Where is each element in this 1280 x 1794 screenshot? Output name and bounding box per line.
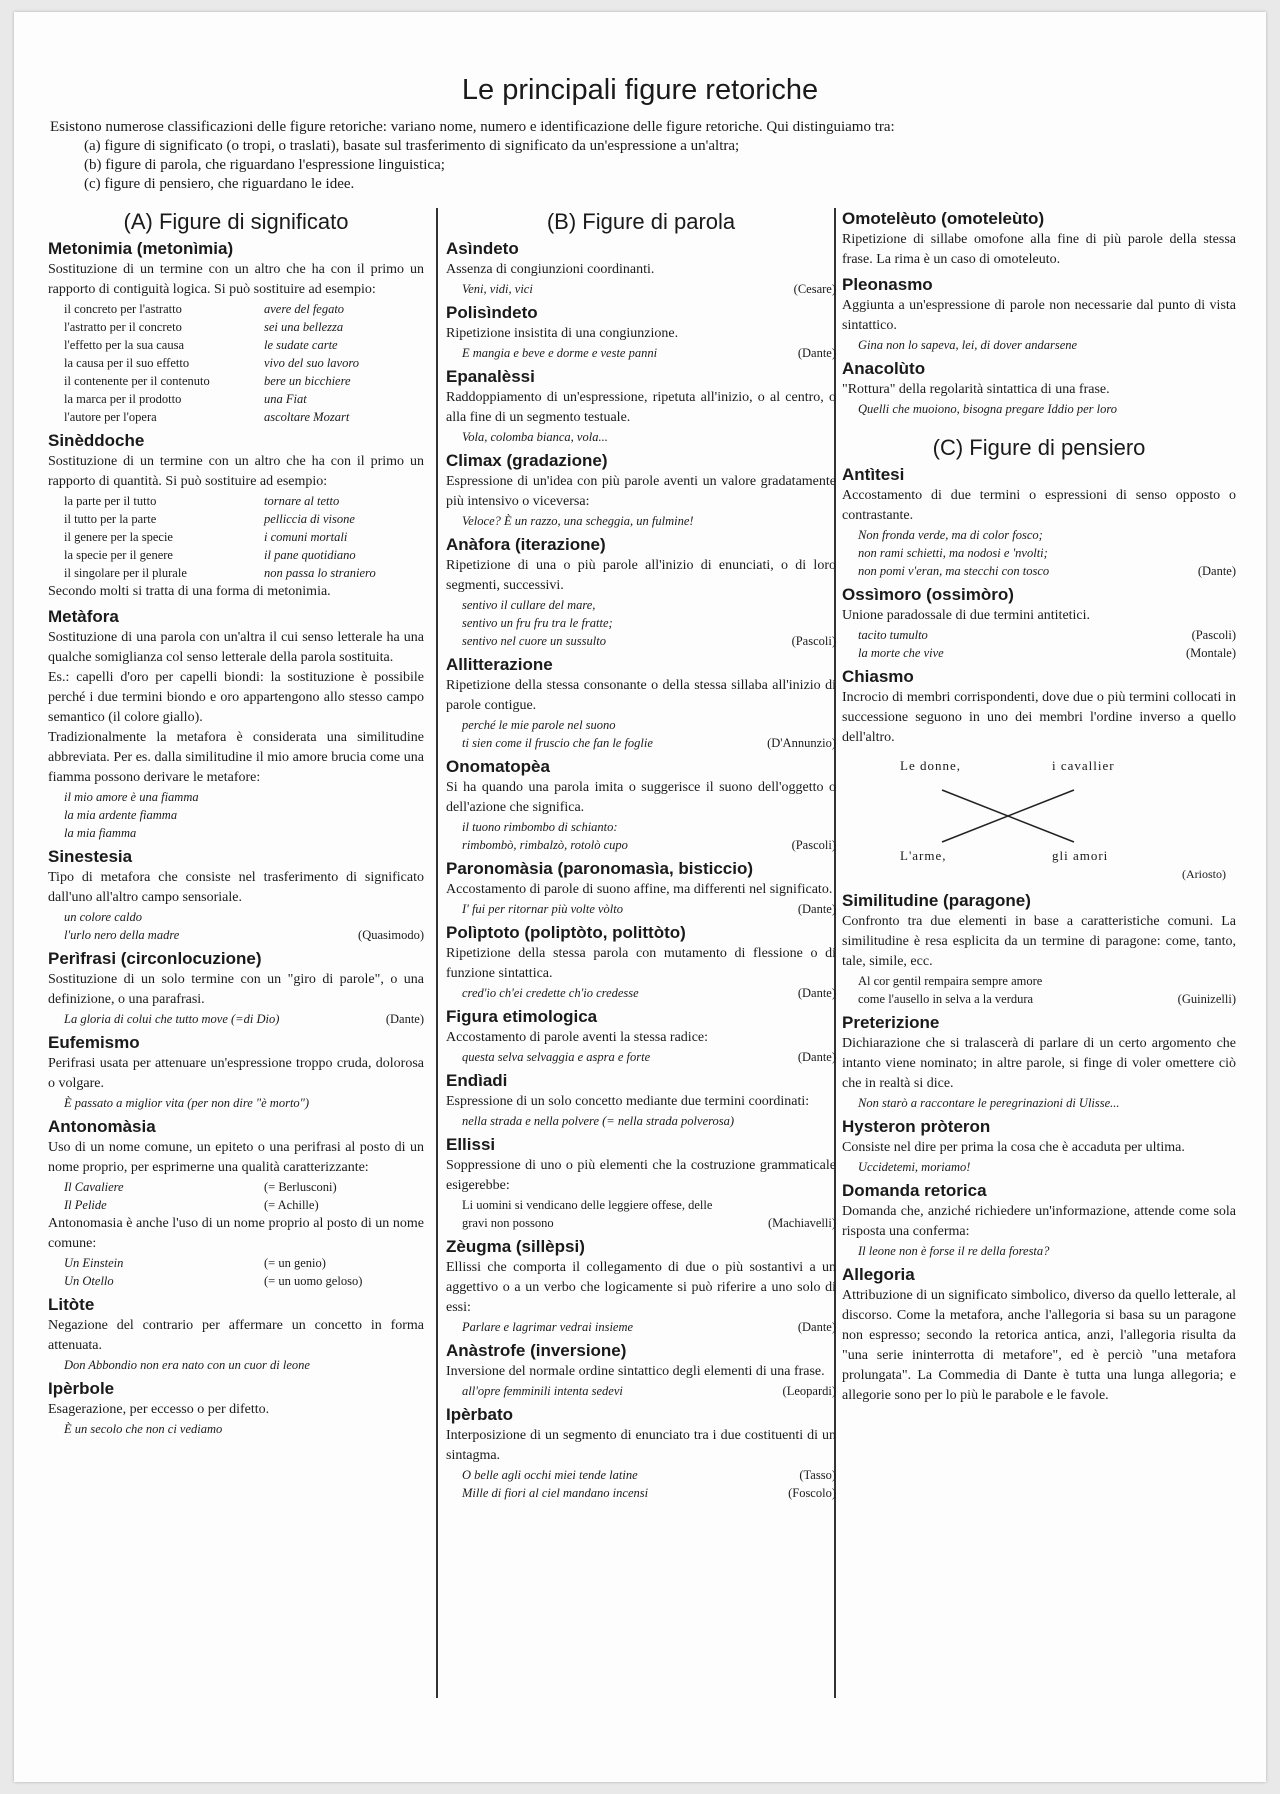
figure-example: E mangia e beve e dorme e veste panni (Dante): [462, 346, 836, 360]
figure-title: Ossìmoro (ossimòro): [842, 585, 1014, 604]
figure-example: Al cor gentil rempaira sempre amore: [858, 974, 1043, 988]
example-pair: Un Einstein (= un genio): [64, 1256, 326, 1270]
figure-example: il tuono rimbombo di schianto:: [462, 820, 618, 834]
figure-example: sentivo nel cuore un sussulto (Pascoli): [462, 634, 836, 648]
figure-example: cred'io ch'ei credette ch'io credesse (Dante): [462, 986, 836, 1000]
example-pair: la specie per il genere il pane quotidiano: [64, 548, 356, 562]
figure-example: gravi non possono (Machiavelli): [462, 1216, 836, 1230]
figure-title: Epanalèssi: [446, 367, 535, 386]
figure-title: Antonomàsia: [48, 1117, 156, 1136]
example-pair: il concreto per l'astratto avere del fegato: [64, 302, 345, 316]
figure-title: Perìfrasi (circonlocuzione): [48, 949, 262, 968]
intro: [50, 118, 1226, 194]
example-pair: la marca per il prodotto una Fiat: [64, 392, 307, 406]
figure-definition: Negazione del contrario per affermare un concetto in forma attenuata.: [48, 1318, 424, 1353]
column-pensiero: [842, 204, 1236, 1406]
example-pairs: [64, 300, 424, 426]
figure-title: Paronomàsia (paronomasìa, bisticcio): [446, 859, 754, 878]
column-parola: [446, 209, 836, 1502]
figure-definition: Consiste nel dire per prima la cosa che è accaduta per ultima.: [842, 1140, 1185, 1155]
figure-definition: Tipo di metafora che consiste nel trasferimento di significato dall'uno all'altro campo sensoriale.: [48, 870, 424, 905]
example-pairs: [64, 1254, 424, 1290]
figure-definition: Raddoppiamento di un'espressione, ripetuta all'inizio, o al centro, o alla fine di un segmento testuale.: [446, 390, 836, 425]
figure-definition: Accostamento di parole aventi la stessa radice:: [446, 1030, 709, 1045]
example-source: (Pascoli): [1191, 628, 1236, 642]
figure-title: Anacolùto: [842, 359, 926, 378]
example-source: (Dante): [797, 986, 836, 1000]
example-pairs: [64, 492, 424, 582]
example-source: (Quasimodo): [358, 928, 424, 942]
example-source: (Cesare): [793, 282, 836, 296]
figure-example: O belle agli occhi miei tende latine (Tasso): [462, 1468, 836, 1482]
figure-title: Allitterazione: [446, 655, 553, 674]
example-source: (Montale): [1186, 646, 1236, 660]
figure-example: Mille di fiori al ciel mandano incensi (Foscolo): [462, 1486, 836, 1500]
example-source: (Leopardi): [782, 1384, 836, 1398]
example-source: (D'Annunzio): [767, 736, 836, 750]
page-title: Le principali figure retoriche: [461, 74, 819, 106]
example-source: (Tasso): [799, 1468, 836, 1482]
figure-example: Li uomini si vendicano delle leggiere offese, delle: [462, 1198, 713, 1212]
figure-example: all'opre femminili intenta sedevi (Leopardi): [462, 1384, 836, 1398]
figure-example: l'urlo nero della madre (Quasimodo): [64, 928, 424, 942]
figure-definition: Ripetizione della stessa consonante o della stessa sillaba all'inizio di parole contigue.: [446, 678, 836, 713]
figure-example: I' fui per ritornar più volte vòlto (Dante): [462, 902, 836, 916]
section-heading: (A) Figure di significato: [123, 209, 349, 234]
figure-example: Veni, vidi, vici (Cesare): [462, 282, 836, 296]
figure-definition: Sostituzione di un termine con un altro che ha con il primo un rapporto di contiguità logica. Si può sostituire ad esempio:: [48, 262, 424, 297]
figure-example: Non starò a raccontare le peregrinazioni di Ulisse...: [858, 1096, 1120, 1110]
column-divider: [436, 208, 438, 1698]
intro-item: (a) figure di significato (o tropi, o traslati), basate sul trasferimento di significato da un'espressione a un'altra;: [84, 138, 740, 154]
example-pair: la causa per il suo effetto vivo del suo lavoro: [64, 356, 360, 370]
figure-definition: Soppressione di uno o più elementi che la costruzione grammaticale esigerebbe:: [446, 1158, 836, 1193]
figure-title: Polisìndeto: [446, 303, 538, 322]
figure-definition: Inversione del normale ordine sintattico degli elementi di una frase.: [446, 1364, 825, 1379]
figure-title: Anàstrofe (inversione): [446, 1341, 627, 1360]
figure-example: ti sien come il fruscio che fan le foglie (D'Annunzio): [462, 736, 836, 750]
figure-definition: Attribuzione di un significato simbolico, diverso da quello letterale, al discorso. Come la metafora, anche l'allegoria si basa su un paragone non espresso; secondo la retorica antica, anzi, l'allegoria risulta da "una serie ininterrotta di metafore", ed è perciò "una metafora prolungata". La Commedia di Dante è tutta una lunga allegoria; e allegorie sono per lo più le parabole e le favole.: [842, 1288, 1236, 1403]
figure-example: Veloce? È un razzo, una scheggia, un fulmine!: [462, 514, 694, 528]
figure-example: Gina non lo sapeva, lei, di dover andarsene: [858, 338, 1078, 352]
figure-definition: Unione paradossale di due termini antitetici.: [842, 608, 1091, 623]
figure-example: È un secolo che non ci vediamo: [64, 1422, 223, 1436]
example-pair: l'effetto per la sua causa le sudate carte: [64, 338, 338, 352]
figure-title: Ellissi: [446, 1135, 496, 1154]
intro-item: (c) figure di pensiero, che riguardano le idee.: [84, 176, 355, 192]
figure-example: la morte che vive (Montale): [858, 646, 1236, 660]
figure-example: Il leone non è forse il re della foresta?: [858, 1244, 1050, 1258]
section-heading: (B) Figure di parola: [546, 209, 736, 234]
example-source: (Pascoli): [791, 634, 836, 648]
chiasmus-word: L'arme,: [900, 848, 947, 863]
figure-definition: Es.: capelli d'oro per capelli biondi: la sostituzione è possibile perché i due termini biondo e oro appartengono allo stesso campo semantico (il colore giallo).: [48, 670, 424, 725]
figure-definition: Domanda che, anziché richiedere un'informazione, attende come sola risposta una conferma:: [842, 1204, 1236, 1239]
intro-text: Esistono numerose classificazioni delle figure retoriche: variano nome, numero e identificazione delle figure retoriche. Qui distinguiamo tra:: [50, 119, 895, 135]
example-pair: la parte per il tutto tornare al tetto: [64, 494, 340, 508]
figure-title: Asìndeto: [446, 239, 519, 258]
figure-title: Chiasmo: [842, 667, 914, 686]
figure-definition: "Rottura" della regolarità sintattica di una frase.: [842, 382, 1110, 397]
figure-definition: Antonomasia è anche l'uso di un nome proprio al posto di un nome comune:: [48, 1216, 424, 1251]
figure-title: Preterizione: [842, 1013, 940, 1032]
section-heading: (C) Figure di pensiero: [932, 435, 1146, 460]
figure-definition: Confronto tra due elementi in base a caratteristiche comuni. La similitudine è resa esplicita da un termine di paragone: come, tanto, tale, simile, ecc.: [842, 914, 1236, 969]
figure-definition: Ripetizione insistita di una congiunzione.: [446, 326, 679, 341]
figure-definition: Ripetizione di sillabe omofone alla fine di più parole della stessa frase. La rima è un caso di omoteleuto.: [842, 232, 1236, 267]
figure-definition: Espressione di un solo concetto mediante due termini coordinati:: [446, 1094, 810, 1109]
figure-example: rimbombò, rimbalzò, rotolò cupo (Pascoli): [462, 838, 836, 852]
figure-title: Ipèrbato: [446, 1405, 514, 1424]
figure-definition: Incrocio di membri corrispondenti, dove due o più termini collocati in successione seguono in uno dei membri l'ordine inverso a quello dell'altro.: [842, 690, 1236, 745]
chiasmus-word: i cavallier: [1052, 758, 1115, 773]
figure-definition: Sostituzione di una parola con un'altra il cui senso letterale ha una qualche somiglianza col senso letterale della parola sostituita.: [48, 630, 424, 665]
chiasmus-diagram: [842, 754, 1236, 884]
figure-title: Domanda retorica: [842, 1181, 987, 1200]
example-pair: il genere per la specie i comuni mortali: [64, 530, 348, 544]
figure-title: Sinèddoche: [48, 431, 145, 450]
chiasmus-word: gli amori: [1052, 848, 1109, 863]
example-source: (Guinizelli): [1177, 992, 1236, 1006]
example-pair: il tutto per la parte pelliccia di visone: [64, 512, 355, 526]
example-source: (Foscolo): [788, 1486, 836, 1500]
figure-example: Parlare e lagrimar vedrai insieme (Dante): [462, 1320, 836, 1334]
document-page: [14, 12, 1266, 1782]
figure-title: Sinestesia: [48, 847, 133, 866]
figure-example: Non fronda verde, ma di color fosco;: [858, 528, 1043, 542]
figure-title: Eufemismo: [48, 1033, 140, 1052]
figure-title: Figura etimologica: [446, 1007, 598, 1026]
figure-example: È passato a miglior vita (per non dire "è morto"): [64, 1096, 310, 1110]
figure-title: Ipèrbole: [48, 1379, 115, 1398]
figure-example: la mia fiamma: [64, 826, 137, 840]
figure-definition: Accostamento di parole di suono affine, ma differenti nel significato.: [446, 882, 833, 897]
figure-definition: Assenza di congiunzioni coordinanti.: [446, 262, 655, 277]
figure-example: Vola, colomba bianca, vola...: [462, 430, 608, 444]
example-source: (Dante): [797, 1320, 836, 1334]
figure-example: sentivo il cullare del mare,: [462, 598, 596, 612]
figure-definition: Esagerazione, per eccesso o per difetto.: [48, 1402, 270, 1417]
figure-definition: Si ha quando una parola imita o suggerisce il suono dell'oggetto o dell'azione che significa.: [446, 780, 836, 815]
figure-definition: Sostituzione di un termine con un altro che ha con il primo un rapporto di quantità. Si può sostituire ad esempio:: [48, 454, 424, 489]
example-source: (Ariosto): [1182, 867, 1226, 881]
example-pair: Il Pelide (= Achille): [64, 1198, 319, 1212]
figure-definition: Perifrasi usata per attenuare un'espressione troppo cruda, dolorosa o volgare.: [48, 1056, 424, 1091]
figure-example: perché le mie parole nel suono: [462, 718, 616, 732]
figure-definition: Tradizionalmente la metafora è considerata una similitudine abbreviata. Per es. dalla similitudine il mio amore brucia come una fiamma possono derivare le metafore:: [48, 730, 424, 785]
example-source: (Machiavelli): [767, 1216, 836, 1230]
column-significato: [48, 209, 424, 1438]
figure-title: Omotelèuto (omoteleùto): [842, 209, 1045, 228]
figure-example: nella strada e nella polvere (= nella strada polverosa): [462, 1114, 735, 1128]
example-source: (Dante): [797, 346, 836, 360]
figure-definition: Ripetizione di una o più parole all'inizio di enunciati, o di loro segmenti, successivi.: [446, 558, 836, 593]
figure-title: Pleonasmo: [842, 275, 933, 294]
intro-item: (b) figure di parola, che riguardano l'espressione linguistica;: [84, 157, 445, 173]
figure-example: sentivo un fru fru tra le fratte;: [462, 616, 613, 630]
figure-title: Metàfora: [48, 607, 119, 626]
figure-example: la mia ardente fiamma: [64, 808, 178, 822]
example-pair: il singolare per il plurale non passa lo straniero: [64, 566, 376, 580]
figure-example: non pomi v'eran, ma stecchi con tosco (Dante): [858, 564, 1236, 578]
figure-title: Endìadi: [446, 1071, 508, 1090]
example-pair: il contenente per il contenuto bere un bicchiere: [64, 374, 351, 388]
figure-example: non rami schietti, ma nodosi e 'nvolti;: [858, 546, 1048, 560]
figure-definition: Accostamento di due termini o espressioni di senso opposto o contrastante.: [842, 488, 1236, 523]
figure-definition: Aggiunta a un'espressione di parole non necessarie dal punto di vista sintattico.: [842, 298, 1236, 333]
figure-title: Polìptoto (poliptòto, polittòto): [446, 923, 686, 942]
example-pairs: [64, 1178, 424, 1214]
figure-example: Uccidetemi, moriamo!: [858, 1160, 971, 1174]
figure-definition: Ellissi che comporta il collegamento di due o più sostantivi a un aggettivo o a un verbo che logicamente si può riferire a uno solo di essi:: [446, 1260, 836, 1315]
figure-definition: Sostituzione di un solo termine con un "giro di parole", o una definizione, o una parafrasi.: [48, 972, 424, 1007]
figure-title: Hysteron pròteron: [842, 1117, 991, 1136]
example-source: (Dante): [797, 902, 836, 916]
example-source: (Dante): [385, 1012, 424, 1026]
figure-example: La gloria di colui che tutto move (=di Dio) (Dante): [64, 1012, 424, 1026]
figure-title: Antìtesi: [842, 465, 905, 484]
figure-definition: Dichiarazione che si tralascerà di parlare di un certo argomento che intanto viene nominato; in altre parole, si finge di voler omettere ciò che in realtà si dice.: [842, 1036, 1236, 1091]
figure-example: un colore caldo: [64, 910, 142, 924]
figure-example: Quelli che muoiono, bisogna pregare Iddio per loro: [858, 402, 1117, 416]
example-pair: Un Otello (= un uomo geloso): [64, 1274, 363, 1288]
figure-example: questa selva selvaggia e aspra e forte (Dante): [462, 1050, 836, 1064]
figure-example: tacito tumulto (Pascoli): [858, 628, 1236, 642]
chiasmus-word: Le donne,: [900, 758, 961, 773]
figure-example: come l'ausello in selva a la verdura (Guinizelli): [858, 992, 1236, 1006]
example-source: (Pascoli): [791, 838, 836, 852]
figure-title: Litòte: [48, 1295, 95, 1314]
figure-title: Climax (gradazione): [446, 451, 608, 470]
figure-title: Onomatopèa: [446, 757, 550, 776]
figure-title: Allegoria: [842, 1265, 915, 1284]
intro-list: [84, 137, 1226, 194]
figure-example: il mio amore è una fiamma: [64, 790, 199, 804]
example-pair: l'astratto per il concreto sei una bellezza: [64, 320, 344, 334]
figure-title: Metonimia (metonìmia): [48, 239, 234, 258]
figure-title: Similitudine (paragone): [842, 891, 1031, 910]
example-source: (Dante): [1197, 564, 1236, 578]
figure-title: Anàfora (iterazione): [446, 535, 606, 554]
figure-definition: Interposizione di un segmento di enunciato tra i due costituenti di un sintagma.: [446, 1428, 836, 1463]
example-pair: Il Cavaliere (= Berlusconi): [64, 1180, 337, 1194]
figure-title: Zèugma (sillèpsi): [446, 1237, 585, 1256]
figure-definition: Ripetizione della stessa parola con mutamento di flessione o di funzione sintattica.: [446, 946, 836, 981]
figure-definition: Uso di un nome comune, un epiteto o una perifrasi al posto di un nome proprio, per esprimerne una qualità caratterizzante:: [48, 1140, 424, 1175]
example-source: (Dante): [797, 1050, 836, 1064]
figure-definition: Espressione di un'idea con più parole aventi un valore gradatamente più intensivo o viceversa:: [446, 474, 836, 509]
example-pair: l'autore per l'opera ascoltare Mozart: [64, 410, 350, 424]
figure-note: Secondo molti si tratta di una forma di metonimia.: [48, 584, 331, 599]
figure-example: Don Abbondio non era nato con un cuor di leone: [64, 1358, 310, 1372]
